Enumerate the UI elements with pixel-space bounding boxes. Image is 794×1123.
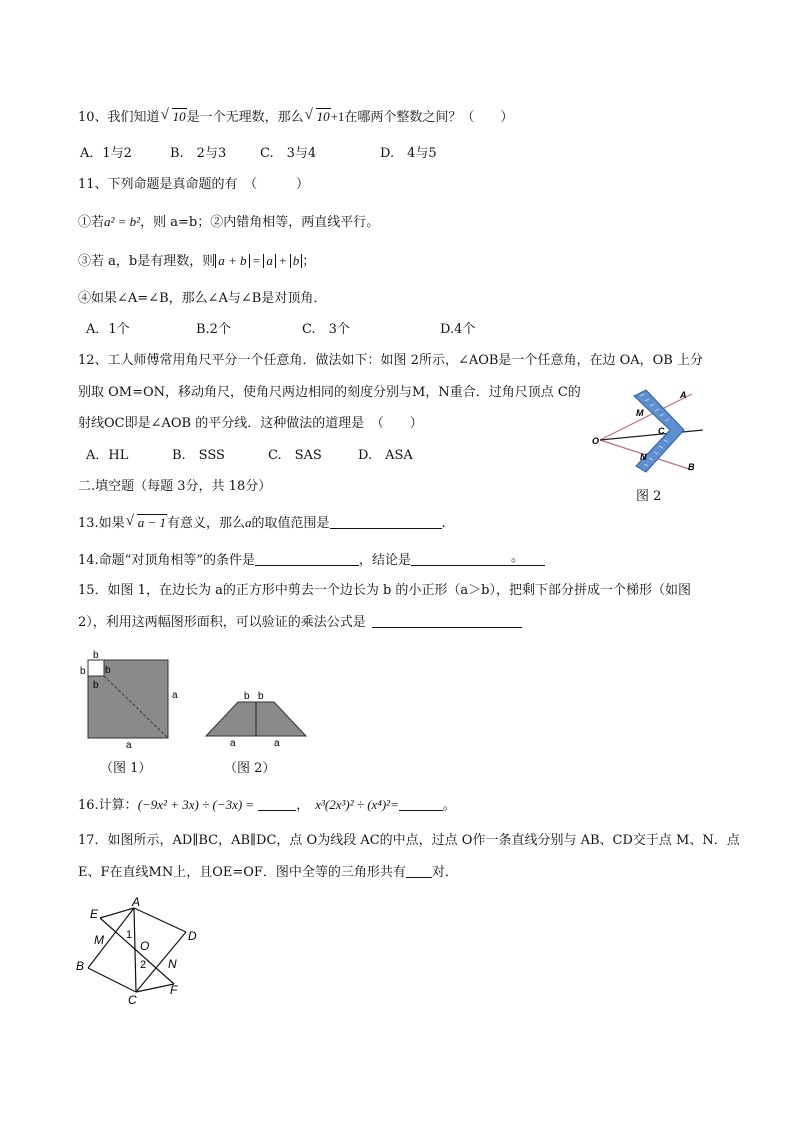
section-fill-in-title: 二.填空题（每题 3分，共 18分） [78,479,272,494]
q11-option-c: C. 3个 [302,322,350,337]
figure-2-caption: 图 2 [636,489,662,504]
label-1: 1 [126,929,133,941]
q12-option-a: A．HL [86,448,129,463]
q12-line-1: 12、工人师傅常用角尺平分一个任意角．做法如下：如图 2所示，∠AOB是一个任意角，在边 OA，OB 上分 [78,353,703,368]
label-c: C [658,426,665,436]
sqrt-a-minus-1: √ a − 1 [127,514,167,532]
label-b-inner-bottom: b [93,680,99,691]
label-b-left: b [80,666,86,677]
q12-line-2: 别取 OM=ON，移动角尺，使角尺两边相同的刻度分别与M，N重合．过角尺顶点 C的 [78,385,581,400]
plus-one: +1 [330,109,345,124]
q11-stem: 11、下列命题是真命题的有 （ ） [78,177,310,192]
q11-statement-3: ③若 a，b是有理数，则 a + b = a + b ； [78,253,316,269]
line-ef [100,918,174,984]
abs-a-plus-b: a + b [215,254,249,268]
q17-line-2: E、F在直线MN上，且OE=OF．图中全等的三角形共有 对． [78,865,458,880]
q10-number: 10、 [78,110,108,125]
label-n: N [168,957,177,971]
q11-option-a: A．1个 [86,322,130,337]
q13-line: 13.如果√ a − 1有意义，那么a的取值范围是 . [78,514,446,533]
label-b-top-right: b [258,691,264,702]
label-c: C [128,993,137,1006]
q17-answer-blank[interactable] [406,863,432,878]
q10-option-d: D. 4与5 [380,146,437,161]
label-2: 2 [140,959,147,971]
label-m: M [636,408,644,418]
q16-blank-2[interactable] [399,796,443,811]
q11-option-b: B.2个 [196,322,231,337]
q12-option-c: C. SAS [268,448,322,463]
label-a-bottom: a [126,740,132,751]
label-m: M [94,933,104,947]
q11-option-d: D.4个 [440,322,476,337]
label-o: O [592,436,600,446]
abs-a: a [263,254,276,268]
q11-statement-4: ④如果∠A=∠B，那么∠A与∠B是对顶角． [78,291,327,306]
label-f: F [170,983,178,997]
cut-small-square [88,660,104,676]
q10-text-1: 我们知道 [107,110,160,125]
label-a: A [132,895,141,909]
side-ad [134,908,186,932]
q16-blank-1[interactable] [258,796,296,811]
q10-text-2: 是一个无理数，那么 [186,110,304,125]
q17-line-1: 17．如图所示，AD∥BC，AB∥DC，点 O为线段 AC的中点，过点 O作一条直线分别与 AB、CD交于点 M、N．点 [78,833,740,848]
figure-1-caption: （图 1） [100,761,152,776]
label-n: N [640,452,647,462]
q12-option-b: B. SSS [172,448,225,463]
q13-answer-blank[interactable] [330,514,442,529]
q11-statement-1: ①若a² = b²，则 a=b；②内错角相等，两直线平行。 [78,214,380,230]
figure-2-trapezoid-caption: （图 2） [224,761,276,776]
label-a-bottom-right: a [274,738,280,749]
q12-option-d: D. ASA [358,448,413,463]
angle-ruler-figure [588,384,708,480]
label-e: E [90,907,99,921]
q16-line: 16.计算：(−9x² + 3x) ÷ (−3x) = ， x³(2x³)² ÷ (x⁴)²= 。 [78,797,456,813]
expression-2: x³(2x³)² ÷ (x⁴)²= [315,797,399,812]
abs-b: b [290,254,303,268]
segment-ea [100,908,134,918]
side-bc [88,968,136,992]
q10-text-3: 在哪两个整数之间？（ ） [344,110,514,125]
q14-line: 14.命题“对顶角相等”的条件是 ，结论是 。 [78,551,545,570]
square-figure [74,648,184,752]
sqrt-10-a: √ 10 [162,108,187,126]
label-b-inner-right: b [105,665,111,676]
q10-option-c: C. 3与4 [260,146,317,161]
parallelogram-figure [72,894,212,1006]
trapezoid-figure [200,686,312,750]
q15-answer-blank[interactable] [372,613,522,628]
label-a-bottom-left: a [230,738,236,749]
ray-oc [600,430,703,440]
sqrt-10-b: √ 10 [306,108,331,126]
q14-conclusion-blank[interactable]: 。 [411,551,545,566]
label-a-right: a [172,690,178,701]
a-squared-equation: a² = b² [104,214,141,229]
label-b: B [76,959,85,973]
q15-line-1: 15．如图 1，在边长为 a的正方形中剪去一个边长为 b 的小正形（a＞b），把剩下部分拼成一个梯形（如图 [78,583,691,598]
label-b-top: b [93,650,99,661]
label-d: D [188,929,197,943]
q10-option-b: B. 2与3 [170,146,227,161]
expression-1: (−9x² + 3x) ÷ (−3x) = [137,797,255,812]
label-b: B [688,462,695,472]
label-b-top-left: b [244,691,250,702]
q14-condition-blank[interactable] [255,551,359,566]
q12-line-3: 射线OC即是∠AOB 的平分线．这种做法的道理是 （ ） [78,416,423,431]
q15-line-2: 2），利用这两幅图形面积，可以验证的乘法公式是 [78,613,522,632]
label-a: A [680,390,687,400]
q10-line [78,108,513,127]
q10-option-a: A．1与2 [80,146,132,161]
label-o: O [140,939,150,953]
